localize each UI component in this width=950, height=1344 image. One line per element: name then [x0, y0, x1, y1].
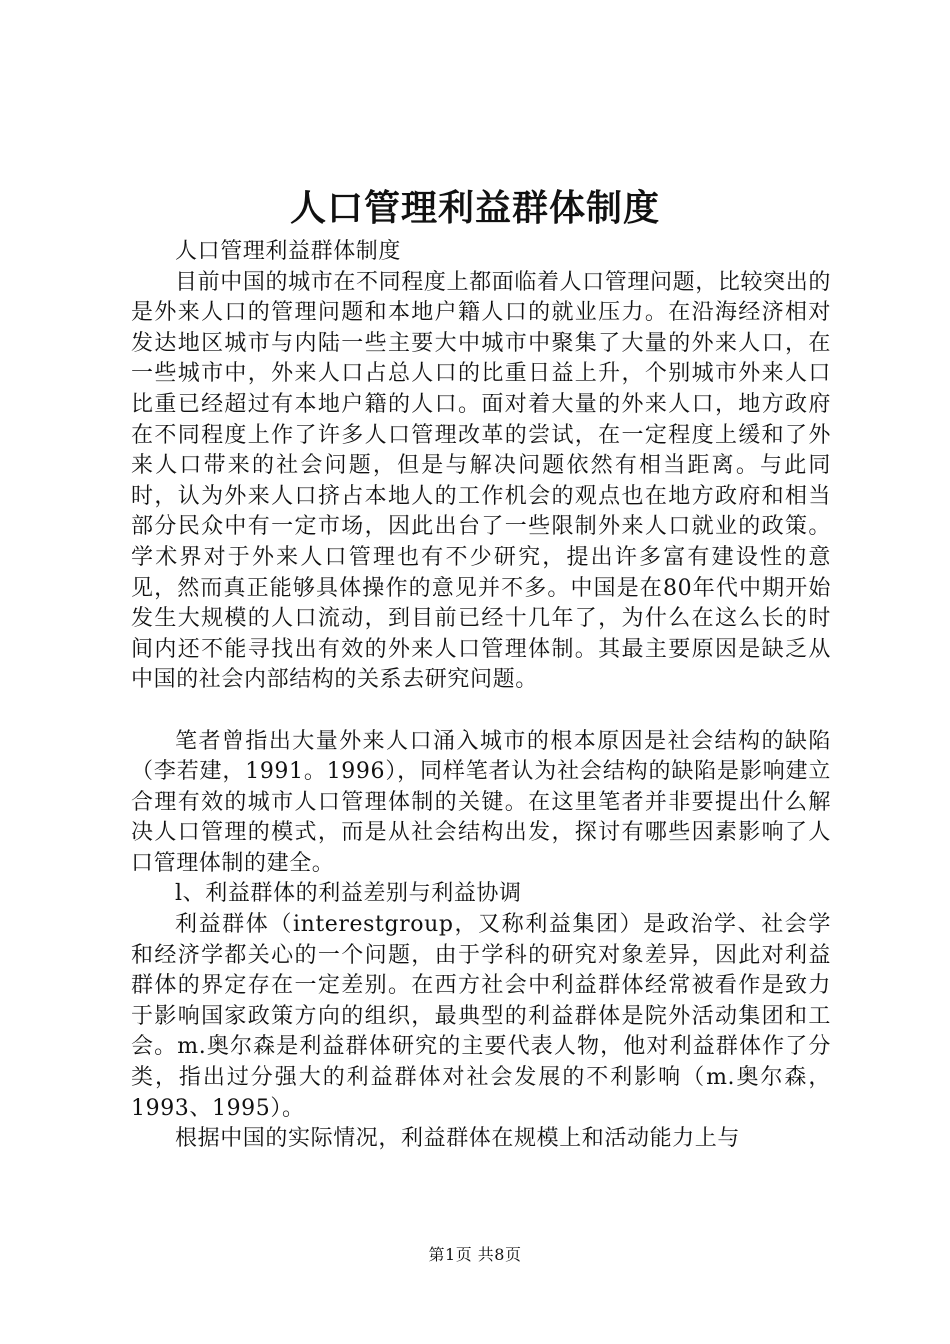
subtitle-paragraph: 人口管理利益群体制度 — [175, 239, 402, 264]
page-number-footer: 第1页 共8页 — [428, 1245, 522, 1264]
body-paragraph: 笔者曾指出大量外来人口涌入城市的根本原因是社会结构的缺陷（李若建，1991。1996），同样笔者认为社会结构的缺陷是影响建立合理有效的城市人口管理体制的关键。在这里笔者并非要提出什么解决人口管理的模式，而是从社会结构出发，探讨有哪些因素影响了人口管理体制的建全。 — [131, 728, 831, 876]
section-heading: l、利益群体的利益差别与利益协调 — [175, 881, 522, 907]
document-title: 人口管理利益群体制度 — [289, 187, 660, 229]
body-paragraph: 目前中国的城市在不同程度上都面临着人口管理问题，比较突出的是外来人口的管理问题和本地户籍人口的就业压力。在沿海经济相对发达地区城市与内陆一些主要大中城市中聚集了大量的外来人口，在一些城市中，外来人口占总人口的比重日益上升，个别城市外来人口比重已经超过有本地户籍的人口。面对着大量的外来人口，地方政府在不同程度上作了许多人口管理改革的尝试，在一定程度上缓和了外来人口带来的社会问题，但是与解决问题依然有相当距离。与此同时，认为外来人口挤占本地人的工作机会的观点也在地方政府和相当部分民众中有一定市场，因此出台了一些限制外来人口就业的政策。学术界对于外来人口管理也有不少研究，提出许多富有建设性的意见，然而真正能够具体操作的意见并不多。中国是在80年代中期开始发生大规模的人口流动，到目前已经十几年了，为什么在这么长的时间内还不能寻找出有效的外来人口管理体制。其最主要原因是缺乏从中国的社会内部结构的关系去研究问题。 — [131, 269, 831, 693]
body-paragraph: 利益群体（interestgroup，又称利益集团）是政治学、社会学和经济学都关心的一个问题，由于学科的研究对象差异，因此对利益群体的界定存在一定差别。在西方社会中利益群体经常被看作是致力于影响国家政策方向的组织，最典型的利益群体是院外活动集团和工会。m.奥尔森是利益群体研究的主要代表人物，他对利益群体作了分类，指出过分强大的利益群体对社会发展的不利影响（m.奥尔森，1993、1995）。 — [131, 912, 831, 1121]
body-paragraph: 根据中国的实际情况，利益群体在规模上和活动能力上与 — [175, 1126, 741, 1152]
document-body — [131, 237, 831, 1155]
